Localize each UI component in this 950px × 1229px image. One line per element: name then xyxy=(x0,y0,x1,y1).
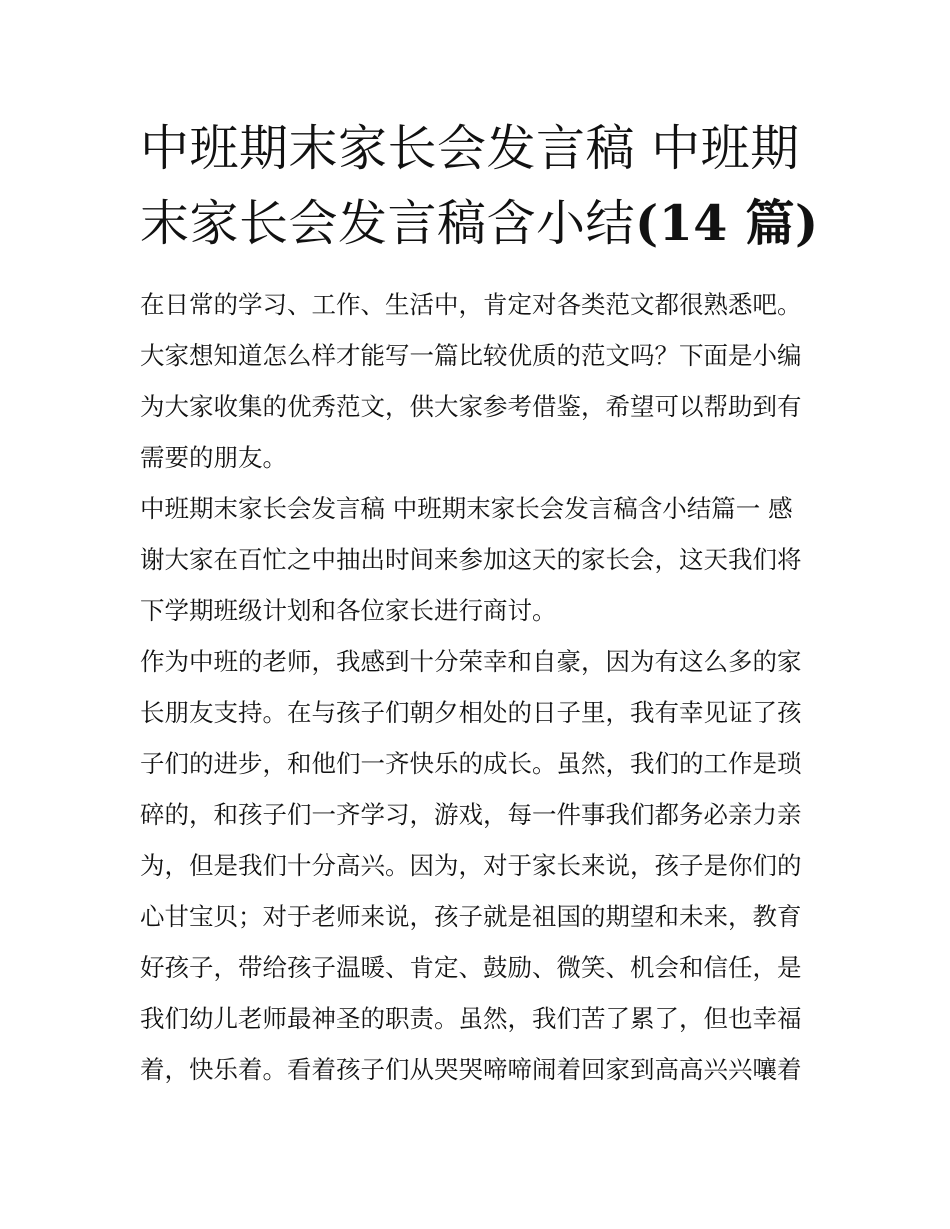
text-line: 下学期班级计划和各位家长进行商讨。 xyxy=(140,596,557,625)
text-line: 着，快乐着。看着孩子们从哭哭啼啼闹着回家到高高兴兴嚷着 xyxy=(140,1055,802,1084)
text-line: 我们幼儿老师最神圣的职责。虽然，我们苦了累了，但也幸福 xyxy=(140,1004,802,1033)
text-line: 碎的，和孩子们一齐学习，游戏，每一件事我们都务必亲力亲 xyxy=(140,800,802,829)
text-line: 好孩子，带给孩子温暖、肯定、鼓励、微笑、机会和信任，是 xyxy=(140,953,802,982)
paragraph-intro xyxy=(140,279,812,483)
text-line: 在日常的学习、工作、生活中，肯定对各类范文都很熟悉吧。 xyxy=(140,290,802,319)
text-line: 子们的进步，和他们一齐快乐的成长。虽然，我们的工作是琐 xyxy=(140,749,802,778)
title-count: (14 篇) xyxy=(635,194,819,252)
text-line: 作为中班的老师，我感到十分荣幸和自豪，因为有这么多的家 xyxy=(140,647,802,676)
text-line: 大家想知道怎么样才能写一篇比较优质的范文吗？下面是小编 xyxy=(140,341,802,370)
paragraph-body xyxy=(140,636,812,1095)
document-body xyxy=(140,279,812,1095)
text-line: 需要的朋友。 xyxy=(140,443,287,472)
text-line: 中班期末家长会发言稿 中班期末家长会发言稿含小结篇一 感 xyxy=(140,494,793,523)
title-line xyxy=(140,186,819,261)
paragraph-section-one xyxy=(140,483,812,636)
text-line: 为，但是我们十分高兴。因为，对于家长来说，孩子是你们的 xyxy=(140,851,802,880)
text-line: 谢大家在百忙之中抽出时间来参加这天的家长会，这天我们将 xyxy=(140,545,802,574)
text-line: 长朋友支持。在与孩子们朝夕相处的日子里，我有幸见证了孩 xyxy=(140,698,802,727)
title-line: 中班期末家长会发言稿 中班期 xyxy=(140,120,800,177)
text-line: 为大家收集的优秀范文，供大家参考借鉴，希望可以帮助到有 xyxy=(140,392,802,421)
text-line: 心甘宝贝；对于老师来说，孩子就是祖国的期望和未来，教育 xyxy=(140,902,802,931)
document-page xyxy=(140,112,819,1095)
document-title xyxy=(140,112,819,261)
title-text: 末家长会发言稿含小结 xyxy=(140,195,636,252)
